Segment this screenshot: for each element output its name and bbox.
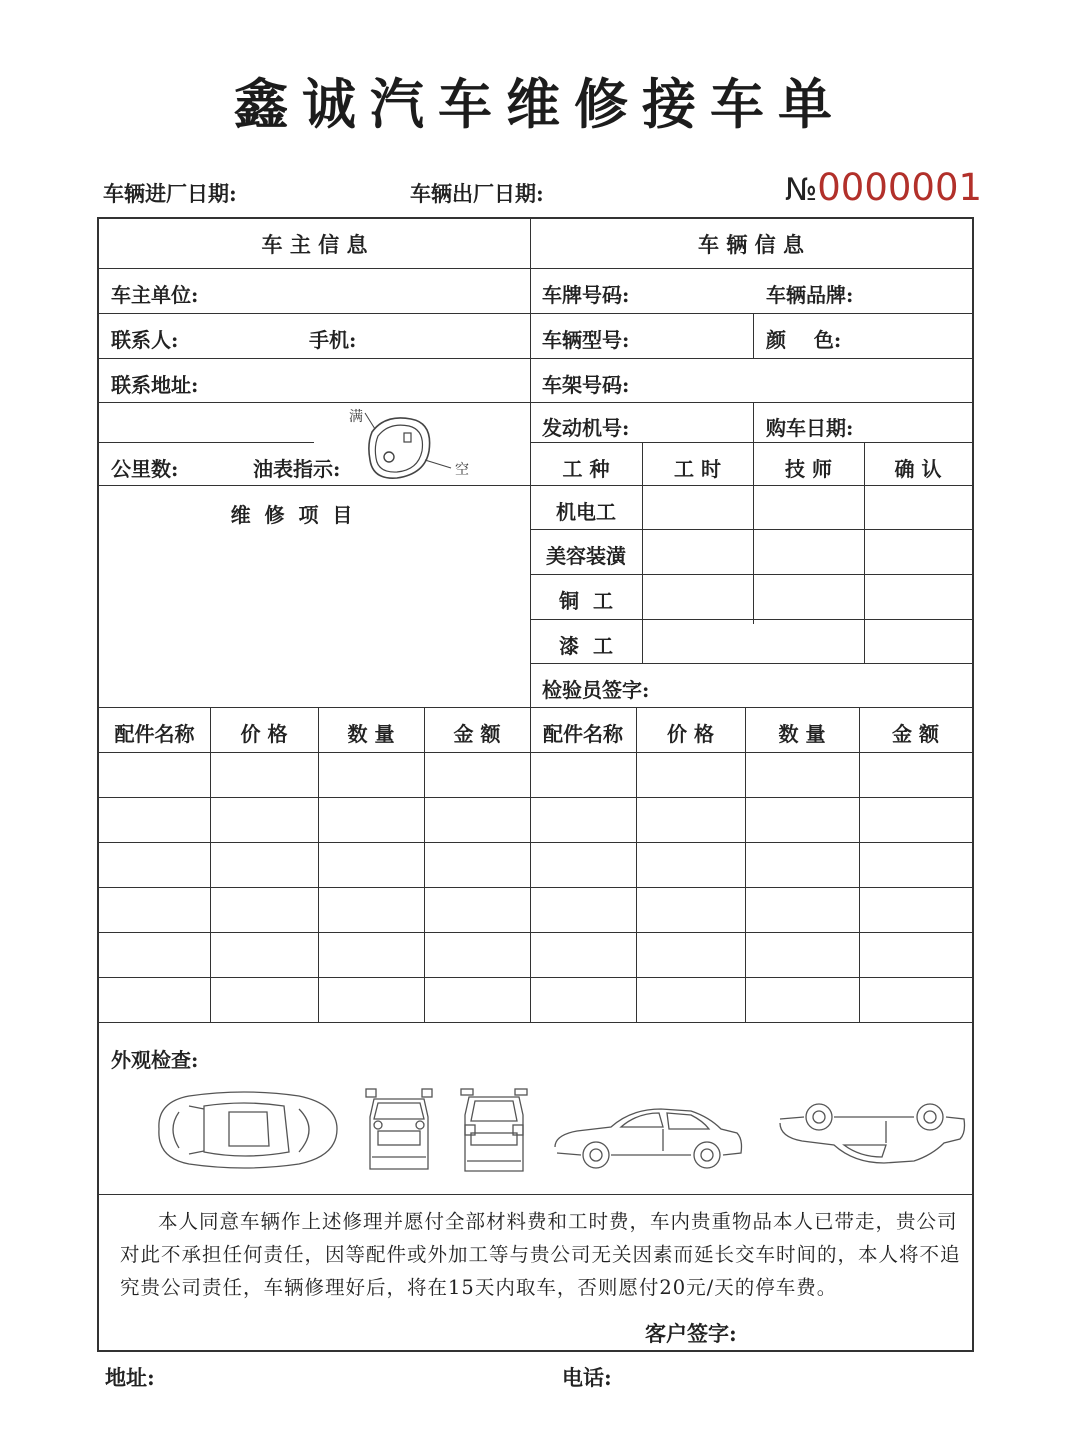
car-underside-view-icon [774, 1097, 969, 1177]
fuel-gauge-icon [345, 404, 480, 484]
serial-number [785, 166, 982, 209]
model-label: 车辆型号: [542, 328, 630, 352]
form-title: 鑫诚汽车维修接车单 [234, 72, 846, 136]
customer-agreement-text: 本人同意车辆作上述修理并愿付全部材料费和工时费，车内贵重物品本人已带走，贵公司对此不承担任何责任，因等配件或外加工等与贵公司无关因素而延长交车时间的，本人将不追究贵公司责任，车辆修理好后，将在15天内取车，否则愿付20元/天的停车费。 [120, 1210, 961, 1299]
engine-number-label: 发动机号: [542, 416, 630, 440]
serial-digits: 0000001 [817, 166, 983, 209]
work-type-mechanical: 机电工 [556, 500, 616, 524]
parts-header-amount-2: 金 额 [892, 722, 939, 746]
work-type-bodywork: 铜 工 [559, 589, 613, 613]
parts-header-price-2: 价 格 [667, 722, 714, 746]
exit-date-label: 车辆出厂日期: [410, 181, 544, 206]
work-type-detailing: 美容装潢 [546, 544, 626, 568]
appearance-check-label: 外观检查: [111, 1048, 199, 1072]
serial-prefix: № [785, 172, 818, 208]
mileage-label: 公里数: [111, 457, 179, 481]
work-header-confirm: 确 认 [894, 457, 942, 481]
car-rear-view-icon [459, 1087, 529, 1177]
fuel-gauge-label: 油表指示: [253, 457, 341, 481]
contact-address-label: 联系地址: [111, 373, 199, 397]
inspector-signature-label: 检验员签字: [542, 678, 650, 702]
purchase-date-label: 购车日期: [766, 416, 854, 440]
work-header-hours: 工 时 [674, 457, 721, 481]
fuel-empty-mark: 空 [455, 462, 469, 478]
repair-items-title: 维 修 项 目 [230, 503, 353, 527]
parts-header-name-2: 配件名称 [543, 722, 623, 746]
parts-header-qty-2: 数 量 [778, 722, 826, 746]
fuel-full-mark: 满 [349, 409, 363, 425]
vehicle-section-title: 车 辆 信 息 [698, 232, 804, 257]
parts-header-name-1: 配件名称 [114, 722, 195, 746]
parts-header-price-1: 价 格 [240, 722, 288, 746]
parts-header-qty-1: 数 量 [347, 722, 395, 746]
work-type-paint: 漆 工 [559, 634, 613, 658]
footer-address-label: 地址: [105, 1365, 155, 1390]
footer-phone-label: 电话: [562, 1365, 612, 1390]
work-header-technician: 技 师 [785, 457, 832, 481]
customer-signature-label: 客户签字: [645, 1321, 737, 1346]
owner-unit-label: 车主单位: [111, 283, 199, 307]
work-header-type: 工 种 [562, 457, 610, 481]
brand-label: 车辆品牌: [766, 283, 854, 307]
owner-section-title: 车 主 信 息 [261, 232, 368, 257]
car-front-view-icon [364, 1087, 434, 1177]
plate-label: 车牌号码: [542, 283, 630, 307]
contact-label: 联系人: [111, 328, 179, 352]
car-side-view-icon [551, 1099, 746, 1174]
entry-date-label: 车辆进厂日期: [103, 181, 237, 206]
mobile-label: 手机: [309, 328, 357, 352]
form-frame [97, 217, 974, 1352]
car-top-view-icon [149, 1084, 344, 1179]
color-label: 颜 色: [766, 328, 842, 352]
vin-label: 车架号码: [542, 373, 630, 397]
parts-header-amount-1: 金 额 [453, 722, 501, 746]
